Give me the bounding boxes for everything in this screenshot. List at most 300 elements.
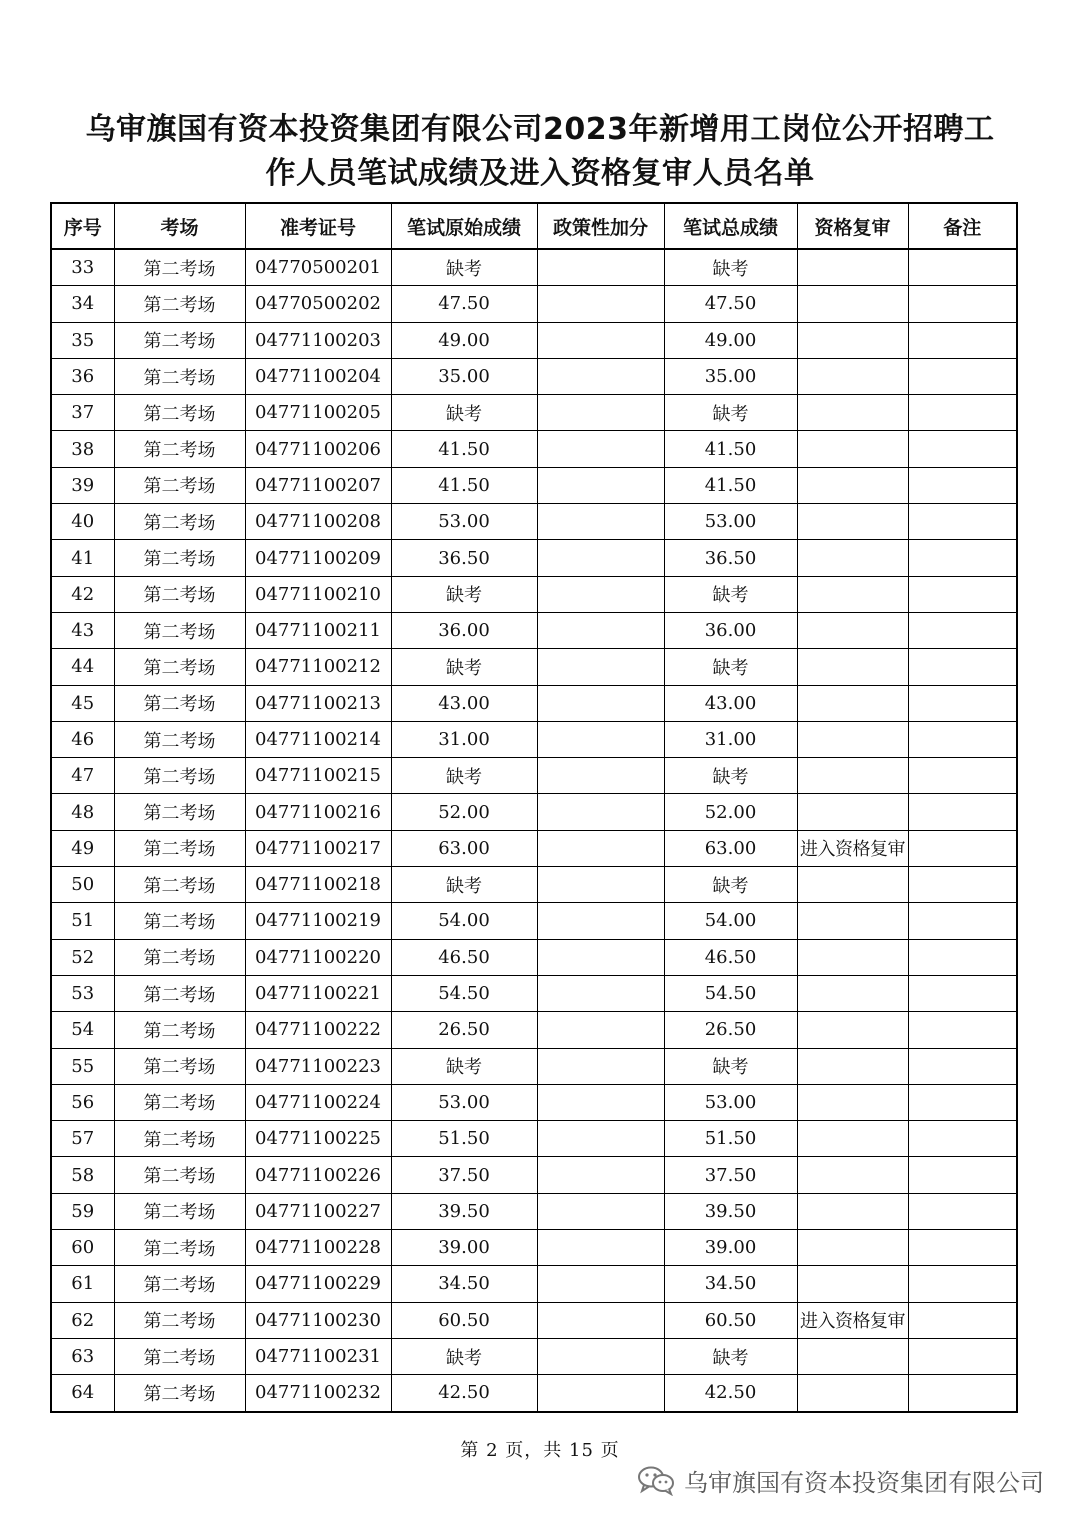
table-cell <box>797 576 908 612</box>
table-row <box>51 358 1017 394</box>
table-cell: 04771100210 <box>245 576 391 612</box>
table-cell: 04771100223 <box>245 1048 391 1084</box>
table-cell: 54 <box>51 1012 114 1048</box>
header-cell: 序号 <box>51 203 114 249</box>
table-cell: 53.00 <box>391 1084 537 1120</box>
table-cell <box>537 322 664 358</box>
table-cell: 60.50 <box>664 1302 797 1338</box>
table-cell: 第二考场 <box>114 721 245 757</box>
table-cell: 04771100226 <box>245 1157 391 1193</box>
table-cell <box>908 1121 1017 1157</box>
table-cell <box>908 286 1017 322</box>
table-cell: 35.00 <box>664 358 797 394</box>
table-cell <box>908 1266 1017 1302</box>
table-cell: 41.50 <box>391 467 537 503</box>
table-cell: 04771100232 <box>245 1375 391 1412</box>
table-cell <box>537 1230 664 1266</box>
table-cell <box>537 867 664 903</box>
table-row <box>51 1157 1017 1193</box>
header-cell: 笔试总成绩 <box>664 203 797 249</box>
table-cell: 04771100213 <box>245 685 391 721</box>
table-cell <box>908 685 1017 721</box>
table-cell: 41.50 <box>664 467 797 503</box>
table-cell: 64 <box>51 1375 114 1412</box>
table-cell: 63.00 <box>664 830 797 866</box>
table-cell: 04771100214 <box>245 721 391 757</box>
table-cell: 缺考 <box>664 758 797 794</box>
table-cell <box>797 685 908 721</box>
table-cell <box>537 249 664 286</box>
table-row <box>51 1375 1017 1412</box>
table-cell: 39.00 <box>391 1230 537 1266</box>
table-row <box>51 1012 1017 1048</box>
table-cell: 51.50 <box>391 1121 537 1157</box>
table-cell <box>537 1121 664 1157</box>
table-row <box>51 322 1017 358</box>
table-row <box>51 1193 1017 1229</box>
table-cell <box>797 467 908 503</box>
table-cell: 04771100208 <box>245 504 391 540</box>
table-cell: 04771100217 <box>245 830 391 866</box>
table-row <box>51 867 1017 903</box>
table-cell: 第二考场 <box>114 1338 245 1374</box>
table-cell <box>537 431 664 467</box>
table-cell: 第二考场 <box>114 576 245 612</box>
table-cell: 53.00 <box>391 504 537 540</box>
table-cell <box>797 1121 908 1157</box>
table-cell: 59 <box>51 1193 114 1229</box>
table-cell: 60 <box>51 1230 114 1266</box>
table-cell: 34.50 <box>664 1266 797 1302</box>
table-cell: 第二考场 <box>114 794 245 830</box>
table-cell: 36.50 <box>664 540 797 576</box>
table-cell: 第二考场 <box>114 286 245 322</box>
table-cell <box>797 322 908 358</box>
table-cell: 第二考场 <box>114 903 245 939</box>
table-cell <box>537 1084 664 1120</box>
table-cell: 45 <box>51 685 114 721</box>
table-cell: 04771100205 <box>245 395 391 431</box>
table-row <box>51 1048 1017 1084</box>
table-cell <box>537 903 664 939</box>
table-cell: 52.00 <box>391 794 537 830</box>
table-cell <box>537 504 664 540</box>
table-cell <box>797 903 908 939</box>
table-cell <box>797 867 908 903</box>
table-row <box>51 504 1017 540</box>
table-cell <box>908 1084 1017 1120</box>
table-cell: 60.50 <box>391 1302 537 1338</box>
table-cell: 61 <box>51 1266 114 1302</box>
table-row <box>51 1302 1017 1338</box>
table-row <box>51 467 1017 503</box>
table-cell: 42 <box>51 576 114 612</box>
table-cell <box>797 758 908 794</box>
table-cell: 41.50 <box>391 431 537 467</box>
table-cell: 41 <box>51 540 114 576</box>
table-cell <box>537 1012 664 1048</box>
table-cell <box>797 431 908 467</box>
table-cell: 51.50 <box>664 1121 797 1157</box>
table-cell: 第二考场 <box>114 1302 245 1338</box>
table-cell: 第二考场 <box>114 358 245 394</box>
table-cell: 36.00 <box>664 612 797 648</box>
table-cell: 52.00 <box>664 794 797 830</box>
table-cell <box>908 467 1017 503</box>
table-cell <box>537 1048 664 1084</box>
table-cell <box>908 794 1017 830</box>
page-number: 第 2 页，共 15 页 <box>460 1440 620 1461</box>
table-cell <box>908 395 1017 431</box>
table-cell: 04771100227 <box>245 1193 391 1229</box>
table-cell <box>537 286 664 322</box>
table-cell: 缺考 <box>391 1338 537 1374</box>
table-cell: 第二考场 <box>114 1266 245 1302</box>
table-cell <box>908 1193 1017 1229</box>
table-cell <box>908 1375 1017 1412</box>
table-cell: 缺考 <box>391 249 537 286</box>
table-cell <box>908 1157 1017 1193</box>
table-cell: 42.50 <box>391 1375 537 1412</box>
table-cell <box>537 540 664 576</box>
table-cell: 04771100219 <box>245 903 391 939</box>
table-cell <box>537 467 664 503</box>
header-cell: 政策性加分 <box>537 203 664 249</box>
table-cell: 第二考场 <box>114 758 245 794</box>
table-cell: 54.50 <box>391 975 537 1011</box>
table-cell: 第二考场 <box>114 649 245 685</box>
table-cell <box>537 649 664 685</box>
table-cell: 04771100220 <box>245 939 391 975</box>
table-cell: 46.50 <box>664 939 797 975</box>
table-row <box>51 830 1017 866</box>
table-cell: 04771100221 <box>245 975 391 1011</box>
table-row <box>51 903 1017 939</box>
table-cell: 04771100206 <box>245 431 391 467</box>
table-row <box>51 1338 1017 1374</box>
table-cell <box>797 1012 908 1048</box>
table-cell <box>797 939 908 975</box>
header-cell: 资格复审 <box>797 203 908 249</box>
table-cell: 缺考 <box>664 867 797 903</box>
table-cell: 第二考场 <box>114 431 245 467</box>
table-row <box>51 1084 1017 1120</box>
table-cell: 04771100228 <box>245 1230 391 1266</box>
table-cell <box>537 939 664 975</box>
table-row <box>51 286 1017 322</box>
table-cell <box>908 1230 1017 1266</box>
table-cell <box>908 576 1017 612</box>
table-cell <box>797 1230 908 1266</box>
table-cell: 31.00 <box>391 721 537 757</box>
table-cell <box>797 1375 908 1412</box>
table-cell <box>908 1302 1017 1338</box>
table-cell: 04771100222 <box>245 1012 391 1048</box>
table-cell: 缺考 <box>391 649 537 685</box>
table-cell <box>537 395 664 431</box>
table-cell: 31.00 <box>664 721 797 757</box>
watermark-text: 乌审旗国有资本投资集团有限公司 <box>684 1468 1044 1497</box>
table-cell <box>537 830 664 866</box>
table-cell <box>797 540 908 576</box>
table-cell <box>537 685 664 721</box>
table-cell: 04771100204 <box>245 358 391 394</box>
table-cell: 39.00 <box>664 1230 797 1266</box>
table-row <box>51 431 1017 467</box>
table-cell: 04771100231 <box>245 1338 391 1374</box>
table-cell: 04771100216 <box>245 794 391 830</box>
table-row <box>51 395 1017 431</box>
table-cell: 34.50 <box>391 1266 537 1302</box>
table-cell: 进入资格复审 <box>797 1302 908 1338</box>
table-cell: 第二考场 <box>114 975 245 1011</box>
table-cell: 62 <box>51 1302 114 1338</box>
table-cell <box>908 903 1017 939</box>
table-cell: 第二考场 <box>114 540 245 576</box>
wechat-icon <box>636 1464 676 1496</box>
table-cell: 缺考 <box>391 576 537 612</box>
table-cell: 56 <box>51 1084 114 1120</box>
table-cell: 第二考场 <box>114 467 245 503</box>
wechat-watermark <box>636 1462 1044 1498</box>
table-row <box>51 939 1017 975</box>
header-cell: 考场 <box>114 203 245 249</box>
table-cell: 第二考场 <box>114 504 245 540</box>
table-cell: 40 <box>51 504 114 540</box>
table-body <box>51 249 1017 1412</box>
table-row <box>51 794 1017 830</box>
table-cell: 55 <box>51 1048 114 1084</box>
table-cell <box>908 322 1017 358</box>
table-cell: 37 <box>51 395 114 431</box>
table-cell <box>537 1266 664 1302</box>
table-cell <box>797 975 908 1011</box>
title-line-2: 作人员笔试成绩及进入资格复审人员名单 <box>265 156 815 191</box>
table-cell: 04771100225 <box>245 1121 391 1157</box>
table-cell <box>908 249 1017 286</box>
table-cell <box>797 395 908 431</box>
table-cell <box>908 540 1017 576</box>
table-cell <box>908 504 1017 540</box>
table-cell <box>537 721 664 757</box>
table-cell: 04771100224 <box>245 1084 391 1120</box>
table-cell: 34 <box>51 286 114 322</box>
table-cell: 04771100207 <box>245 467 391 503</box>
table-row <box>51 540 1017 576</box>
table-cell: 49 <box>51 830 114 866</box>
table-cell <box>797 1338 908 1374</box>
table-cell: 37.50 <box>391 1157 537 1193</box>
table-cell <box>797 249 908 286</box>
table-cell <box>797 1157 908 1193</box>
table-cell <box>908 830 1017 866</box>
table-cell: 47.50 <box>664 286 797 322</box>
results-table <box>50 202 1018 1413</box>
table-cell <box>537 975 664 1011</box>
table-cell <box>908 649 1017 685</box>
document-title <box>40 108 1040 196</box>
table-cell: 57 <box>51 1121 114 1157</box>
table-cell: 54.00 <box>391 903 537 939</box>
table-cell: 49.00 <box>391 322 537 358</box>
table-cell: 04771100211 <box>245 612 391 648</box>
table-cell: 53.00 <box>664 1084 797 1120</box>
table-cell: 第二考场 <box>114 1121 245 1157</box>
table-cell <box>908 721 1017 757</box>
table-cell: 43.00 <box>664 685 797 721</box>
table-cell: 04771100209 <box>245 540 391 576</box>
table-cell: 47 <box>51 758 114 794</box>
table-cell: 47.50 <box>391 286 537 322</box>
table-cell: 第二考场 <box>114 1012 245 1048</box>
table-row <box>51 249 1017 286</box>
table-row <box>51 721 1017 757</box>
table-cell <box>797 358 908 394</box>
table-cell: 第二考场 <box>114 1048 245 1084</box>
table-cell: 58 <box>51 1157 114 1193</box>
table-cell: 54.00 <box>664 903 797 939</box>
table-cell: 43 <box>51 612 114 648</box>
table-cell: 第二考场 <box>114 1157 245 1193</box>
table-cell: 43.00 <box>391 685 537 721</box>
table-cell: 26.50 <box>391 1012 537 1048</box>
header-cell: 笔试原始成绩 <box>391 203 537 249</box>
table-cell: 04771100230 <box>245 1302 391 1338</box>
table-row <box>51 649 1017 685</box>
header-cell: 准考证号 <box>245 203 391 249</box>
table-cell: 第二考场 <box>114 1193 245 1229</box>
table-header-row <box>51 203 1017 249</box>
table-cell: 缺考 <box>664 249 797 286</box>
table-cell: 39.50 <box>664 1193 797 1229</box>
table-cell: 缺考 <box>391 1048 537 1084</box>
table-cell: 缺考 <box>664 1338 797 1374</box>
table-cell <box>537 358 664 394</box>
table-cell: 36 <box>51 358 114 394</box>
table-cell: 54.50 <box>664 975 797 1011</box>
table-cell: 04771100203 <box>245 322 391 358</box>
table-cell: 04770500201 <box>245 249 391 286</box>
table-cell <box>537 1338 664 1374</box>
table-cell: 第二考场 <box>114 830 245 866</box>
table-row <box>51 576 1017 612</box>
table-cell: 第二考场 <box>114 867 245 903</box>
table-cell <box>908 1048 1017 1084</box>
table-cell: 缺考 <box>664 649 797 685</box>
table-cell: 36.50 <box>391 540 537 576</box>
header-cell: 备注 <box>908 203 1017 249</box>
table-cell: 33 <box>51 249 114 286</box>
table-row <box>51 1230 1017 1266</box>
table-cell <box>537 1157 664 1193</box>
table-row <box>51 1266 1017 1302</box>
table-cell <box>537 1193 664 1229</box>
table-cell: 39 <box>51 467 114 503</box>
table-cell: 缺考 <box>391 395 537 431</box>
table-row <box>51 975 1017 1011</box>
table-cell: 04771100215 <box>245 758 391 794</box>
table-cell: 51 <box>51 903 114 939</box>
table-cell: 第二考场 <box>114 939 245 975</box>
table-cell: 42.50 <box>664 1375 797 1412</box>
table-cell: 38 <box>51 431 114 467</box>
table-cell <box>797 1084 908 1120</box>
table-cell: 缺考 <box>664 576 797 612</box>
table-cell <box>537 794 664 830</box>
table-cell <box>908 1012 1017 1048</box>
table-cell: 04770500202 <box>245 286 391 322</box>
table-cell: 63 <box>51 1338 114 1374</box>
table-row <box>51 612 1017 648</box>
table-cell: 04771100218 <box>245 867 391 903</box>
table-row <box>51 1121 1017 1157</box>
title-line-1: 乌审旗国有资本投资集团有限公司2023年新增用工岗位公开招聘工 <box>85 112 995 147</box>
table-cell: 缺考 <box>664 1048 797 1084</box>
table-cell <box>797 286 908 322</box>
table-cell <box>908 358 1017 394</box>
table-cell <box>797 649 908 685</box>
table-cell <box>537 1375 664 1412</box>
table-cell: 53 <box>51 975 114 1011</box>
table-cell <box>908 939 1017 975</box>
table-cell: 04771100229 <box>245 1266 391 1302</box>
table-cell <box>797 794 908 830</box>
table-cell: 52 <box>51 939 114 975</box>
table-cell: 第二考场 <box>114 685 245 721</box>
table-cell <box>797 1266 908 1302</box>
table-cell: 第二考场 <box>114 1230 245 1266</box>
table-cell: 41.50 <box>664 431 797 467</box>
table-cell <box>797 721 908 757</box>
table-cell <box>908 1338 1017 1374</box>
table-cell: 04771100212 <box>245 649 391 685</box>
table-cell: 36.00 <box>391 612 537 648</box>
table-cell <box>797 1193 908 1229</box>
table-cell: 第二考场 <box>114 395 245 431</box>
table-row <box>51 758 1017 794</box>
table-cell: 第二考场 <box>114 1084 245 1120</box>
table-cell: 46.50 <box>391 939 537 975</box>
table-cell: 第二考场 <box>114 612 245 648</box>
table-cell <box>537 612 664 648</box>
table-cell: 缺考 <box>664 395 797 431</box>
table-cell: 48 <box>51 794 114 830</box>
table-row <box>51 685 1017 721</box>
table-cell <box>908 431 1017 467</box>
table-cell <box>797 504 908 540</box>
table-cell <box>797 612 908 648</box>
table-cell <box>797 1048 908 1084</box>
table-cell <box>908 975 1017 1011</box>
table-cell: 26.50 <box>664 1012 797 1048</box>
table-cell <box>537 1302 664 1338</box>
table-cell: 35 <box>51 322 114 358</box>
table-cell <box>908 867 1017 903</box>
table-cell: 63.00 <box>391 830 537 866</box>
table-cell: 第二考场 <box>114 1375 245 1412</box>
table-cell <box>537 576 664 612</box>
table-cell: 缺考 <box>391 867 537 903</box>
table-cell <box>908 758 1017 794</box>
table-cell: 50 <box>51 867 114 903</box>
table-cell: 44 <box>51 649 114 685</box>
table-cell: 37.50 <box>664 1157 797 1193</box>
table-cell <box>537 758 664 794</box>
table-cell: 35.00 <box>391 358 537 394</box>
table-cell: 缺考 <box>391 758 537 794</box>
table-cell: 49.00 <box>664 322 797 358</box>
table-cell: 39.50 <box>391 1193 537 1229</box>
